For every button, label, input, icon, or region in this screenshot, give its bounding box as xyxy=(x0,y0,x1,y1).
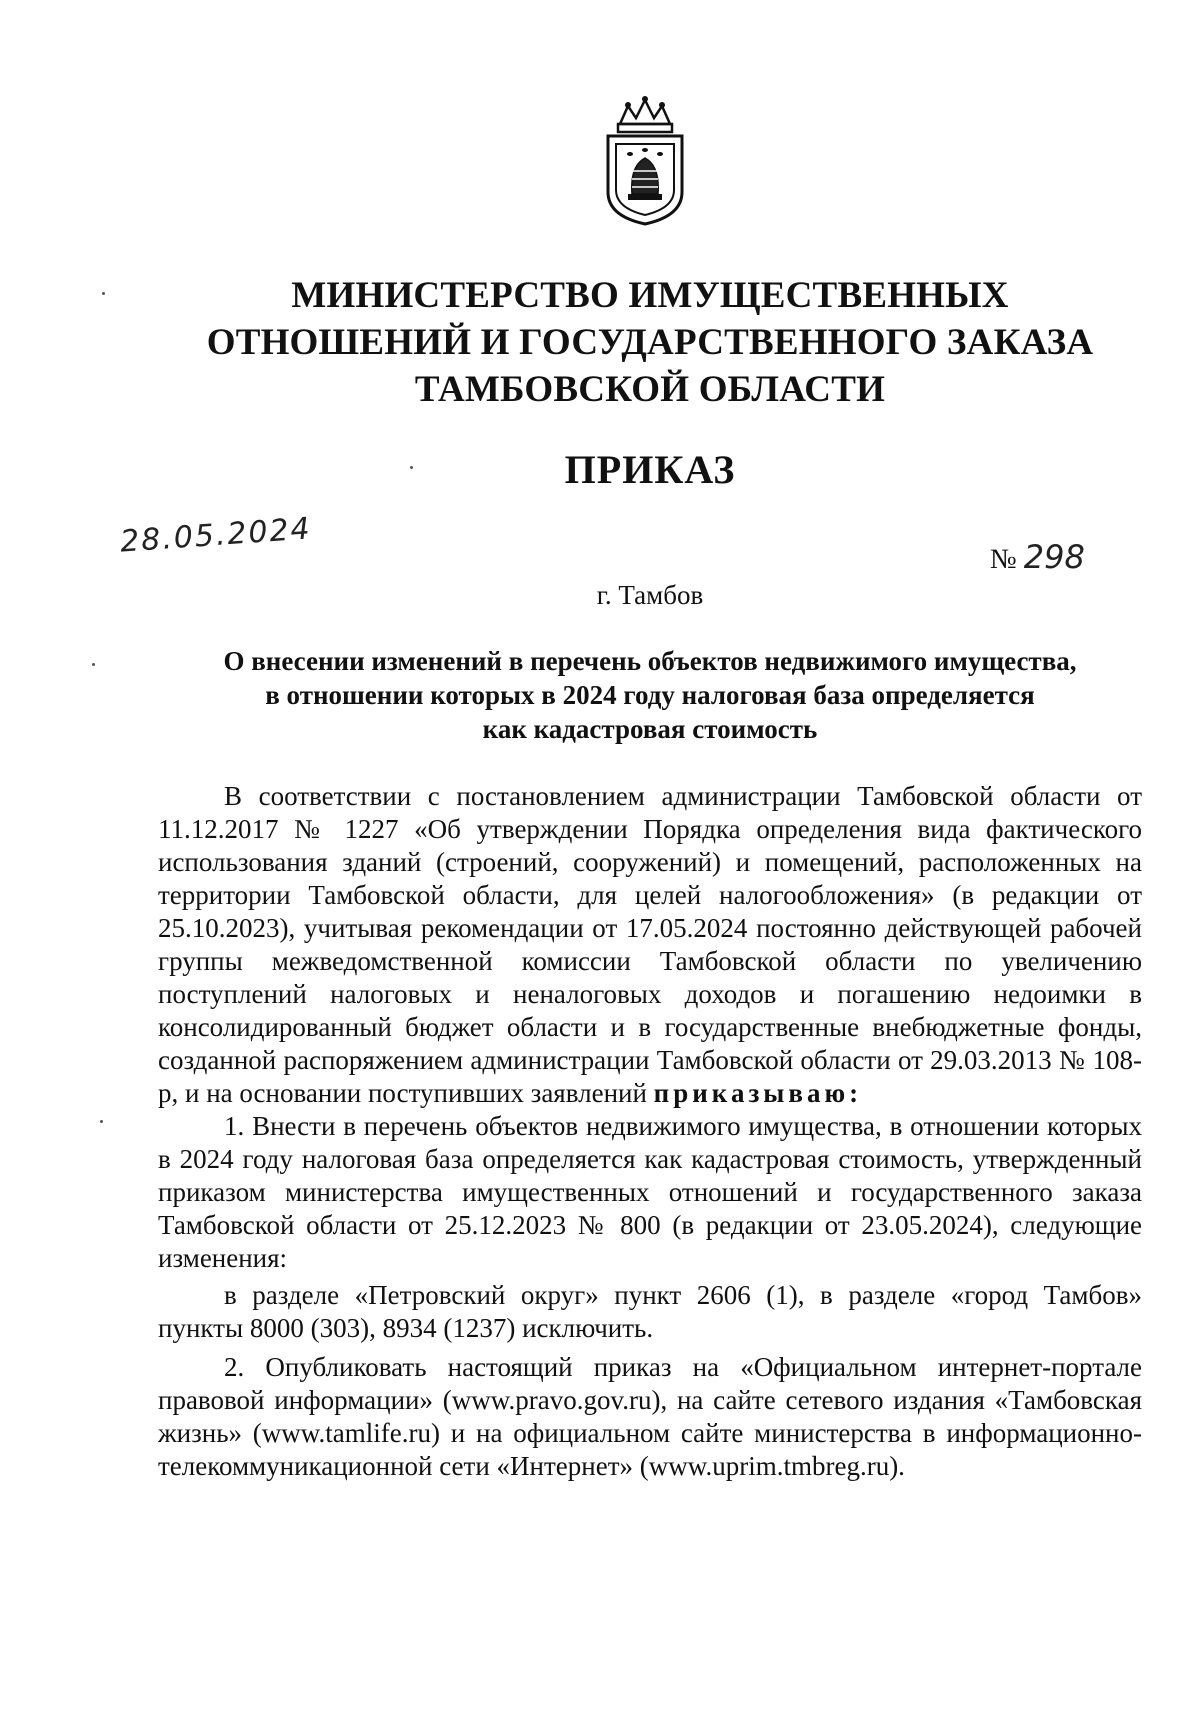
order-number-prefix: № xyxy=(990,544,1017,575)
order-number xyxy=(990,538,1085,576)
order-title xyxy=(160,644,1140,746)
document-type: ПРИКАЗ xyxy=(564,447,736,492)
order-word: приказываю: xyxy=(653,1078,863,1108)
order-title-line2: в отношении которых в 2024 году налоговая база определяется xyxy=(265,680,1035,710)
scan-speck xyxy=(100,1120,103,1123)
scan-speck xyxy=(92,663,95,666)
city: г. Тамбов xyxy=(596,580,704,610)
order-title-line1: О внесении изменений в перечень объектов недвижимого имущества, xyxy=(223,646,1077,676)
ministry-name-line2: ОТНОШЕНИЙ И ГОСУДАРСТВЕННОГО ЗАКАЗА xyxy=(206,322,1094,363)
item-2: 2. Опубликовать настоящий приказ на «Официальном интернет-портале правовой информации» (www.pravo.gov.ru), на сайте сетевого издания «Тамбовская жизнь» (www.tamlife.ru) и на официальном сайте министерства в информационно-телекоммуникационной сети «Интернет» (www.uprim.tmbreg.ru). xyxy=(158,1352,1142,1481)
order-number-handwritten: 298 xyxy=(1023,538,1085,576)
order-body xyxy=(158,780,1142,1483)
ministry-name-line1: МИНИСТЕРСТВО ИМУЩЕСТВЕННЫХ xyxy=(291,275,1009,316)
coat-of-arms-icon xyxy=(600,96,690,226)
preamble-text: В соответствии с постановлением администрации Тамбовской области от 11.12.2017 № 1227 «Об утверждении Порядка определения вида фактического использования зданий (строений, сооружений) и помещений, расположенных на территории Тамбовской области, для целей налогообложения» (в редакции от 25.10.2023), учитывая рекомендации от 17.05.2024 постоянно действующей рабочей группы межведомственной комиссии Тамбовской области по увеличению поступлений налоговых и неналоговых доходов и погашению недоимки в консолидированный бюджет области и в государственные внебюджетные фонды, созданной распоряжением администрации Тамбовской области от 29.03.2013 № 108-р, и на основании поступивших заявлений xyxy=(158,781,1142,1108)
item-1-changes: в разделе «Петровский округ» пункт 2606 (1), в разделе «город Тамбов» пункты 8000 (303), 8934 (1237) исключить. xyxy=(158,1280,1142,1343)
preamble-paragraph xyxy=(158,780,1142,1110)
scan-speck xyxy=(410,466,413,469)
item-1: 1. Внести в перечень объектов недвижимого имущества, в отношении которых в 2024 году налоговая база определяется как кадастровая стоимость, утвержденный приказом министерства имущественных отношений и государственного заказа Тамбовской области от 25.12.2023 № 800 (в редакции от 23.05.2024), следующие изменения: xyxy=(158,1111,1142,1273)
order-title-line3: как кадастровая стоимость xyxy=(482,714,818,744)
ministry-name-line3: ТАМБОВСКОЙ ОБЛАСТИ xyxy=(414,369,886,410)
ministry-name xyxy=(0,272,1200,413)
scan-speck xyxy=(102,292,105,295)
order-date-handwritten: 28.05.2024 xyxy=(119,511,313,560)
